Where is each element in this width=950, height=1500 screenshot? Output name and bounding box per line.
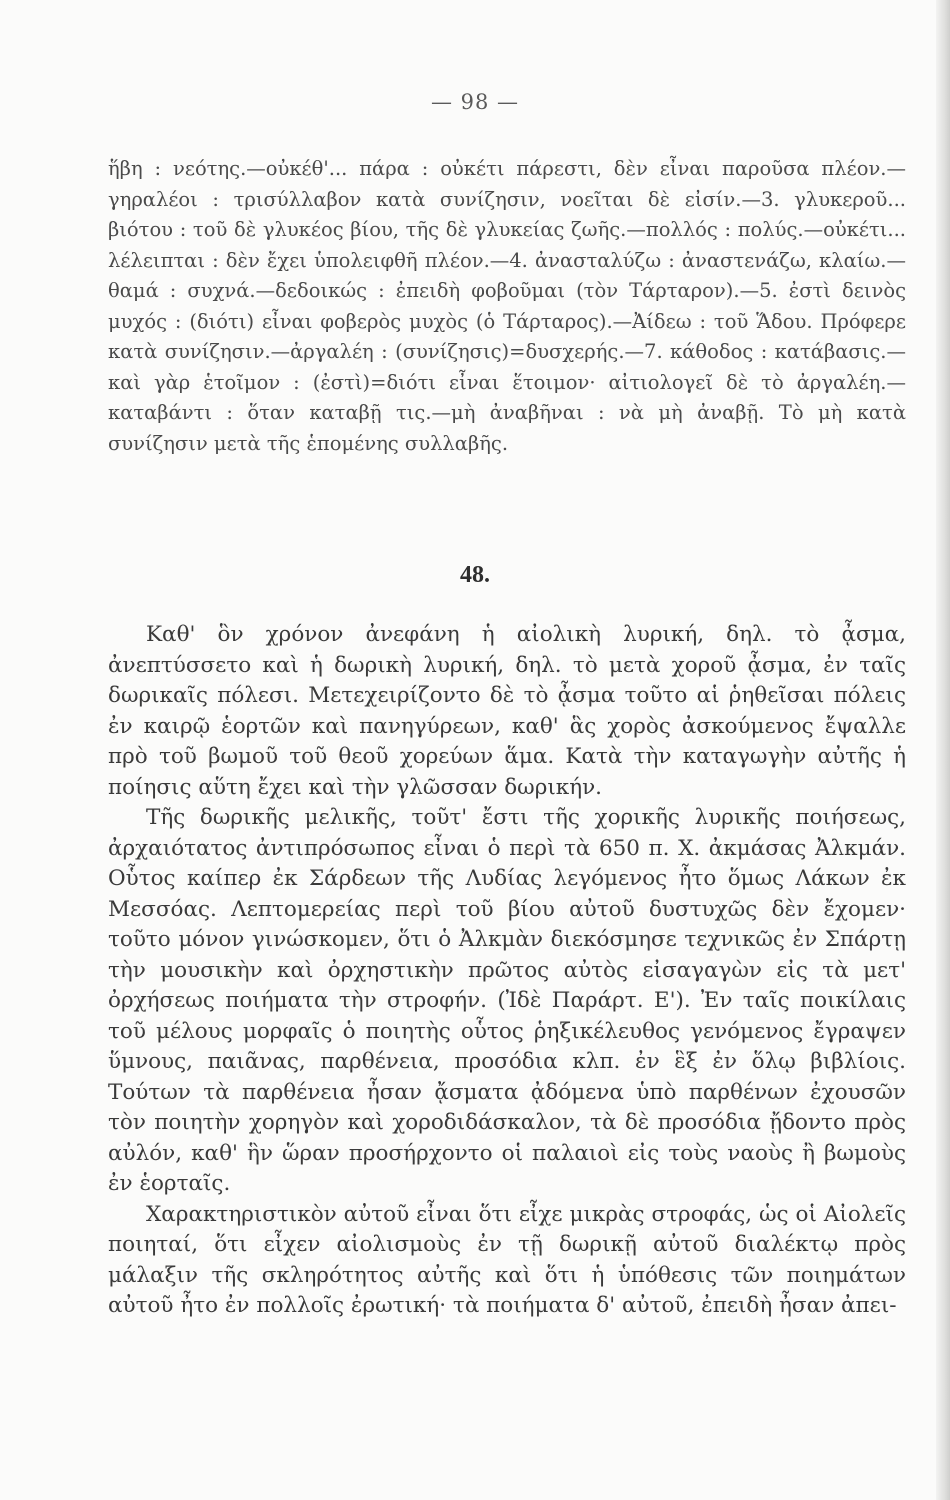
commentary-notes [108,154,906,459]
body-paragraph-1: Καθ' ὃν χρόνον ἀνεφάνη ἡ αἰολικὴ λυρική, δηλ. τὸ ᾆσμα, ἀνεπτύσσετο καὶ ἡ δωρικὴ λυρική, δηλ. τὸ μετὰ χοροῦ ᾆσμα, ἐν ταῖς δωρικαῖς πόλεσι. Μετεχειρίζοντο δὲ τὸ ᾆσμα τοῦτο αἱ ῥηθεῖσαι πόλεις ἐν καιρῷ ἑορτῶν καὶ πανηγύρεων, καθ' ἃς χορὸς ἀσκούμενος ἔψαλλε πρὸ τοῦ βωμοῦ τοῦ θεοῦ χορεύων ἅμα. Κατὰ τὴν καταγωγὴν αὐτῆς ἡ ποίησις αὕτη ἔχει καὶ τὴν γλῶσσαν δωρικήν. [108,622,906,800]
main-text [108,620,906,1322]
page-number: — 98 — [430,90,520,114]
body-paragraph-2: Τῆς δωρικῆς μελικῆς, τοῦτ' ἔστι τῆς χορικῆς λυρικῆς ποιήσεως, ἀρχαιότατος ἀντιπρόσωπος εἶναι ὁ περὶ τὰ 650 π. Χ. ἀκμάσας Ἀλκμάν. Οὗτος καίπερ ἐκ Σάρδεων τῆς Λυδίας λεγόμενος ἦτο ὅμως Λάκων ἐκ Μεσσόας. Λεπτομερείας περὶ τοῦ βίου αὐτοῦ δυστυχῶς δὲν ἔχομεν· τοῦτο μόνον γινώσκομεν, ὅτι ὁ Ἀλκμὰν διεκόσμησε τεχνικῶς ἐν Σπάρτῃ τὴν μουσικὴν καὶ ὀρχηστικὴν πρῶτος αὐτὸς εἰσαγαγὼν εἰς τὰ μετ' ὀρχήσεως ποιήματα τὴν στροφήν. (Ἰδὲ Παράρτ. Ε'). Ἐν ταῖς ποικίλαις τοῦ μέλους μορφαῖς ὁ ποιητὴς οὗτος ῥηξικέλευθος γενόμενος ἔγραψεν ὕμνους, παιᾶνας, παρθένεια, προσόδια κλπ. ἐν ἓξ ἐν ὅλῳ βιβλίοις. Τούτων τὰ παρθένεια ἦσαν ᾄσματα ᾀδόμενα ὑπὸ παρθένων ἐχουσῶν τὸν ποιητὴν χορηγὸν καὶ χοροδιδάσκαλον, τὰ δὲ προσόδια ᾔδοντο πρὸς αὐλόν, καθ' ἣν ὥραν προσήρχοντο οἱ παλαιοὶ εἰς τοὺς ναοὺς ἢ βωμοὺς ἐν ἑορταῖς. [108,805,906,1196]
body-paragraph-3: Χαρακτηριστικὸν αὐτοῦ εἶναι ὅτι εἶχε μικρὰς στροφάς, ὡς οἱ Αἰολεῖς ποιηταί, ὅτι εἶχεν αἰολισμοὺς ἐν τῇ δωρικῇ αὐτοῦ διαλέκτῳ πρὸς μάλαξιν τῆς σκληρότητος αὐτῆς καὶ ὅτι ἡ ὑπόθεσις τῶν ποιημάτων αὐτοῦ ἦτο ἐν πολλοῖς ἐρωτική· τὰ ποιήματα δ' αὐτοῦ, ἐπειδὴ ἦσαν ἀπει- [108,1201,906,1318]
section-number: 48. [460,562,490,588]
page-edge-shadow [936,0,950,1500]
notes-paragraph: ἥβη : νεότης.—οὐκέθ'... πάρα : οὐκέτι πάρεστι, δὲν εἶναι παροῦσα πλέον.—γηραλέοι : τρισύλλαβον κατὰ συνίζησιν, νοεῖται δὲ εἰσίν.—3. γλυκεροῦ... βιότου : τοῦ δὲ γλυκέος βίου, τῆς δὲ γλυκείας ζωῆς.—πολλός : πολύς.—οὐκέτι... λέλειπται : δὲν ἔχει ὑπολειφθῆ πλέον.—4. ἀνασταλύζω : ἀναστενάζω, κλαίω.—θαμά : συχνά.—δεδοικώς : ἐπειδὴ φοβοῦμαι (τὸν Τάρταρον).—5. ἐστὶ δεινὸς μυχός : (διότι) εἶναι φοβερὸς μυχὸς (ὁ Τάρταρος).—Ἀίδεω : τοῦ Ἅδου. Πρόφερε κατὰ συνίζησιν.—ἀργαλέη : (συνίζησις)=δυσχερής.—7. κάθοδος : κατάβασις.—καὶ γὰρ ἑτοῖμον : (ἐστὶ)=διότι εἶναι ἕτοιμον· αἰτιολογεῖ δὲ τὸ ἀργαλέη.—καταβάντι : ὅταν καταβῇ τις.—μὴ ἀναβῆναι : νὰ μὴ ἀναβῇ. Τὸ μὴ κατὰ συνίζησιν μετὰ τῆς ἑπομένης συλλαβῆς. [108,157,906,455]
